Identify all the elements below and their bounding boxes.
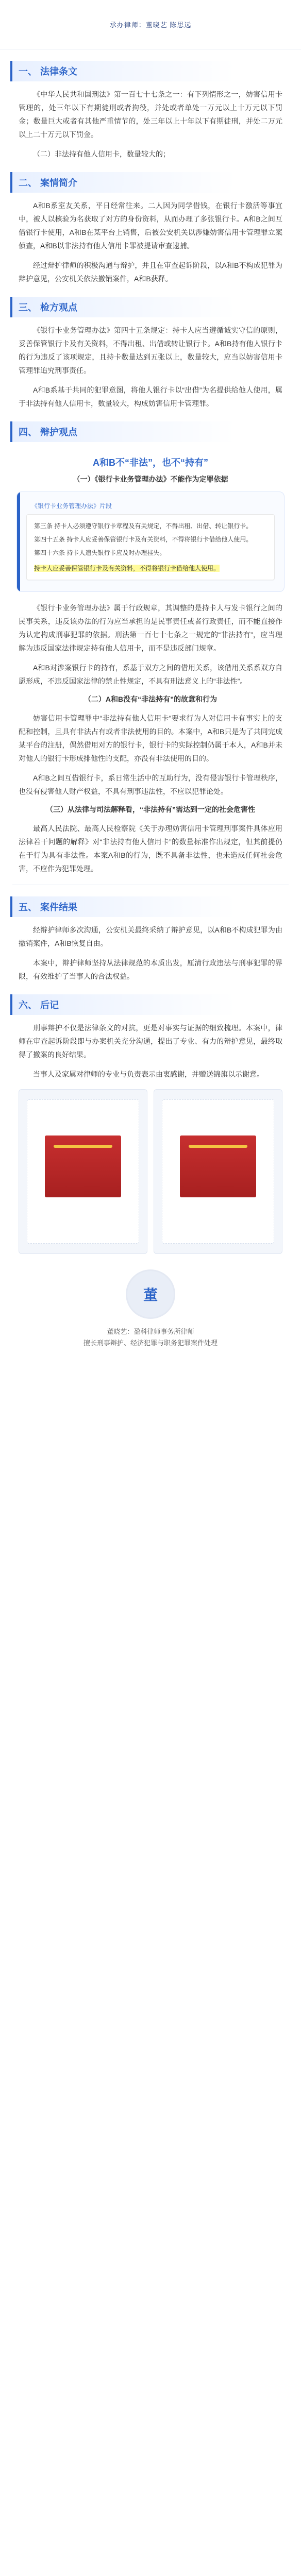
section-legal (10, 61, 291, 81)
section-number: 三、 (19, 302, 37, 313)
regulation-highlight-row (34, 563, 267, 573)
paragraph: A和B对涉案银行卡的持有，系基于双方之间的借用关系，该借用关系系双方自愿形成，不违反国家法律的禁止性规定，不具有刑法意义上的“非法性”。 (19, 664, 282, 685)
author-section (0, 1269, 301, 1349)
banner-gold-bar (189, 1145, 247, 1148)
paragraph: （二）非法持有他人信用卡，数量较大的； (33, 150, 170, 158)
banner-photos (0, 1089, 301, 1254)
section-number: 四、 (19, 427, 37, 437)
regulation-line: 第四十六条 持卡人遗失银行卡应及时办理挂失。 (34, 549, 166, 556)
regulation-line: 第三条 持卡人必须遵守银行卡章程及有关规定，不得出租、出借、转让银行卡。 (34, 522, 253, 530)
defense-heading: A和B不“非法”，也不“持有” (93, 457, 208, 468)
regulation-sticker (16, 492, 285, 592)
section-prosecution (10, 297, 291, 317)
regulation-line (34, 534, 267, 545)
section-case-brief (10, 172, 291, 193)
banner-image (45, 1136, 122, 1197)
footer-space (0, 1349, 301, 1369)
section-title: 案件结果 (40, 902, 77, 912)
defense-subheading: （二）A和B没有“非法持有”的故意和行为 (83, 695, 218, 703)
paragraph: 经过辩护律师的积极沟通与辩护，并且在审查起诉阶段，以A和B不构成犯罪为辩护意见，公安机关依法撤销案件，A和B获释。 (19, 261, 282, 283)
section-number: 二、 (19, 178, 37, 188)
author-line: 擅长刑事辩护、经济犯罪与职务犯罪案件处理 (83, 1339, 218, 1347)
section-postscript (10, 994, 291, 1015)
defense-subheading: （一）《银行卡业务管理办法》不能作为定罪依据 (73, 475, 228, 483)
paragraph: 《中华人民共和国刑法》第一百七十七条之一：有下列情形之一，妨害信用卡管理的，处三年以下有期徒刑或者拘役，并处或者单处一万元以上十万元以下罚金；数量巨大或者有其他严重情节的，处三年以上十年以下有期徒刑，并处二万元以上二十万元以下罚金。 (19, 90, 282, 139)
section-number: 六、 (19, 1000, 37, 1010)
paragraph: 妨害信用卡管理罪中“非法持有他人信用卡”要求行为人对信用卡有事实上的支配和控制，且具有非法占有或者非法使用的目的。本案中，A和B只是为了共同完成某平台的注册，偶然借用对方的银行卡，银行卡的实际控制仍属于本人，A和B并未对他人的银行卡形成排他性的支配，亦没有非法使用的目的。 (19, 714, 282, 762)
paragraph: A和B系室友关系，平日经常往来。二人因为同学借钱，在银行卡激活等事宜中，被人以核验为名获取了对方的身份资料，从而办理了多张银行卡。A和B之间互借银行卡使用，A和B在某平台上销售，后被公安机关以涉嫌妨害信用卡管理罪立案侦查，A和B以非法持有他人信用卡罪被提请审查逮捕。 (19, 201, 282, 250)
section-title: 辩护观点 (40, 427, 77, 437)
banner-gold-bar (54, 1145, 112, 1148)
photo-frame (162, 1099, 274, 1244)
paragraph: 刑事辩护不仅是法律条文的对抗，更是对事实与证据的细致梳理。本案中，律师在审查起诉阶段即与办案机关充分沟通，提出了专业、有力的辩护意见，最终取得了撤案的良好结果。 (19, 1024, 282, 1059)
paragraph: 《银行卡业务管理办法》属于行政规章，其调整的是持卡人与发卡银行之间的民事关系，违反该办法的行为应当承担的是民事责任或者行政责任，而不能直接作为认定构成刑事犯罪的依据。刑法第一百七十七条之一规定的“非法持有”，应当理解为违反国家法律规定持有他人信用卡，而不是违反部门规章。 (19, 604, 282, 652)
author-line: 董晓艺：盈科律师事务所律师 (107, 1328, 194, 1335)
paragraph: A和B系基于共同的犯罪意图，将他人银行卡以“出借”为名提供给他人使用，属于非法持有他人信用卡，数量较大，构成妨害信用卡管理罪。 (19, 386, 282, 408)
section-title: 检方观点 (40, 302, 77, 313)
paragraph: A和B之间互借银行卡，系日常生活中的互助行为，没有侵害银行卡管理秩序，也没有侵害他人财产权益，不具有刑事违法性，不应以犯罪论处。 (19, 774, 282, 795)
regulation-card (16, 492, 285, 592)
paragraph: 最高人民法院、最高人民检察院《关于办理妨害信用卡管理刑事案件具体应用法律若干问题的解释》对“非法持有他人信用卡”的数量标准作出规定，但其前提仍在于行为具有非法性。本案A和B的行为，既不具备非法性，也未造成任何社会危害，不应作为犯罪处理。 (19, 824, 282, 873)
highlighted-text: 持卡人应妥善保管银行卡及有关资料，不得将银行卡借给他人使用。 (34, 565, 220, 572)
paragraph: 当事人及家属对律师的专业与负责表示由衷感谢，并赠送锦旗以示谢意。 (33, 1070, 264, 1078)
banner-photo (19, 1089, 147, 1254)
section-title: 后记 (40, 1000, 59, 1010)
section-results (10, 896, 291, 917)
section-title: 案情简介 (40, 178, 77, 188)
paragraph: 本案中，辩护律师坚持从法律规范的本质出发，厘清行政违法与刑事犯罪的界限，有效维护了当事人的合法权益。 (19, 959, 282, 980)
section-number: 一、 (19, 66, 37, 77)
banner-image (180, 1136, 257, 1197)
card-label: 《银行卡业务管理办法》片段 (31, 502, 112, 510)
paragraph: 《银行卡业务管理办法》第四十五条规定：持卡人应当遵循诚实守信的原则，妥善保管银行卡及有关资料，不得出租、出借或转让银行卡。A和B持有他人银行卡的行为违反了该项规定，且持卡数量达到五张以上，数量较大，应当以妨害信用卡管理罪追究刑事责任。 (19, 326, 282, 375)
regulation-line: 第四十五条 持卡人应妥善保管银行卡及有关资料，不得将银行卡借给他人使用。 (34, 536, 253, 543)
defense-subheading: （三）从法律与司法解释看，“非法持有”需达到一定的社会危害性 (46, 805, 255, 814)
section-title: 法律条文 (40, 66, 77, 77)
photo-frame (27, 1099, 139, 1244)
avatar: 董 (126, 1269, 175, 1319)
author-info (83, 1326, 218, 1349)
lawyers-title: 承办律师：董晓艺 陈思远 (109, 21, 192, 29)
section-defense (10, 421, 291, 442)
section-number: 五、 (19, 902, 37, 912)
banner-photo (154, 1089, 282, 1254)
paragraph: 经辩护律师多次沟通，公安机关最终采纳了辩护意见，以A和B不构成犯罪为由撤销案件，A和B恢复自由。 (19, 926, 282, 947)
regulation-paper (26, 514, 275, 580)
article-header (0, 0, 301, 49)
